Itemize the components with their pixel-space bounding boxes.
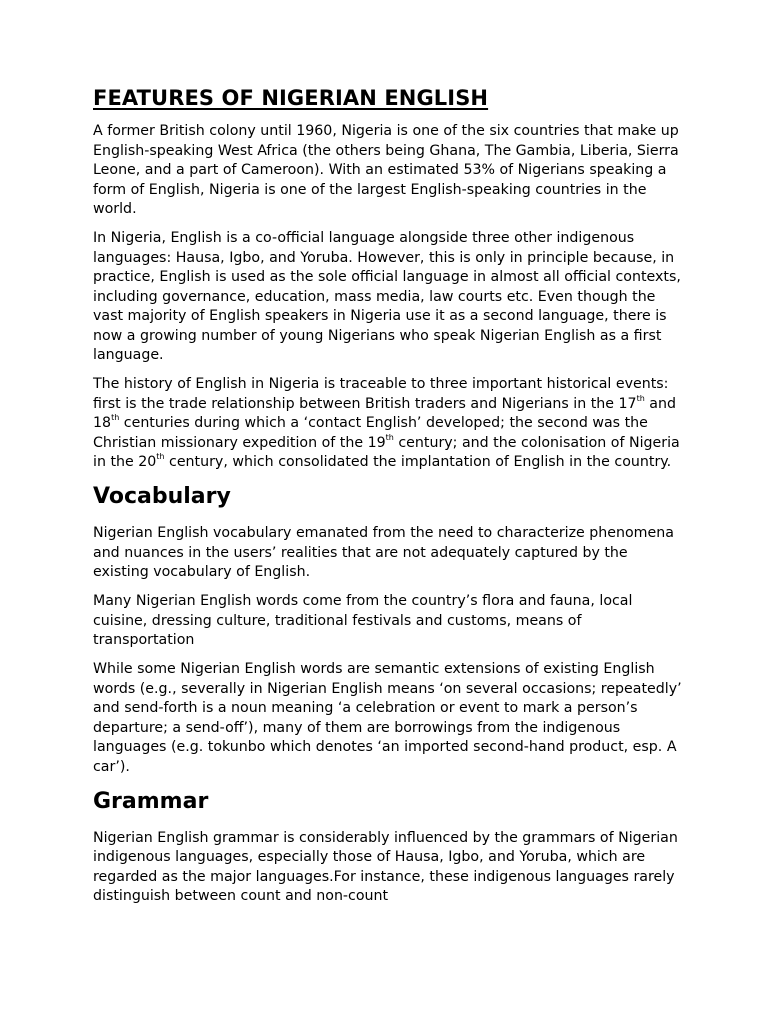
- history-text-c: centuries during which a ‘contact English’ developed; the second was the Christian missionary expedition of the 19: [93, 415, 648, 451]
- vocabulary-paragraph-1: Nigerian English vocabulary emanated from the need to characterize phenomena and nuances in the users’ realities that are not adequately captured by the existing vocabulary of English.: [93, 525, 674, 580]
- grammar-heading: Grammar: [93, 788, 209, 814]
- document-title: FEATURES OF NIGERIAN ENGLISH: [93, 86, 489, 110]
- ordinal-suffix: th: [111, 413, 120, 423]
- vocabulary-heading: Vocabulary: [93, 484, 231, 509]
- intro-paragraph-1: A former British colony until 1960, Nigeria is one of the six countries that make up English-speaking West Africa (the others being Ghana, The Gambia, Liberia, Sierra Leone, and a part of Cameroon). With an estimated 53% of Nigerians speaking a form of English, Nigeria is one of the largest English-speaking countries in the world.: [93, 123, 679, 217]
- ordinal-suffix: th: [385, 432, 394, 442]
- vocabulary-paragraph-2: Many Nigerian English words come from the country’s flora and fauna, local cuisine, dressing culture, traditional festivals and customs, means of transportation: [93, 593, 633, 648]
- history-text-a: The history of English in Nigeria is traceable to three important historical events: first is the trade relationship between British traders and Nigerians in the 17: [93, 376, 669, 412]
- document-body: [93, 86, 683, 916]
- ordinal-suffix: th: [156, 452, 165, 462]
- history-text-d: century; and the colonisation of Nigeria in the 20: [93, 434, 680, 470]
- vocabulary-paragraph-3: While some Nigerian English words are semantic extensions of existing English words (e.g., severally in Nigerian English means ‘on several occasions; repeatedly’ and send-forth is a noun meaning ‘a celebration or event to mark a person’s departure; a send-off’), many of them are borrowings from the indigenous languages (e.g. tokunbo which denotes ‘an imported second-hand product, esp. A car’).: [93, 661, 682, 775]
- intro-paragraph-2: In Nigeria, English is a co-official language alongside three other indigenous languages: Hausa, Igbo, and Yoruba. However, this is only in principle because, in practice, English is used as the sole official language in almost all official contexts, including governance, education, mass media, law courts etc. Even though the vast majority of English speakers in Nigeria use it as a second language, there is now a growing number of young Nigerians who speak Nigerian English as a first language.: [93, 230, 681, 363]
- history-text-b: and 18: [93, 395, 676, 431]
- grammar-paragraph-1: Nigerian English grammar is considerably influenced by the grammars of Nigerian indigenous languages, especially those of Hausa, Igbo, and Yoruba, which are regarded as the major languages.For instance, these indigenous languages rarely distinguish between count and non-count: [93, 829, 678, 904]
- ordinal-suffix: th: [636, 393, 645, 403]
- history-paragraph: [93, 375, 683, 473]
- history-text-e: century, which consolidated the implantation of English in the country.: [164, 454, 672, 470]
